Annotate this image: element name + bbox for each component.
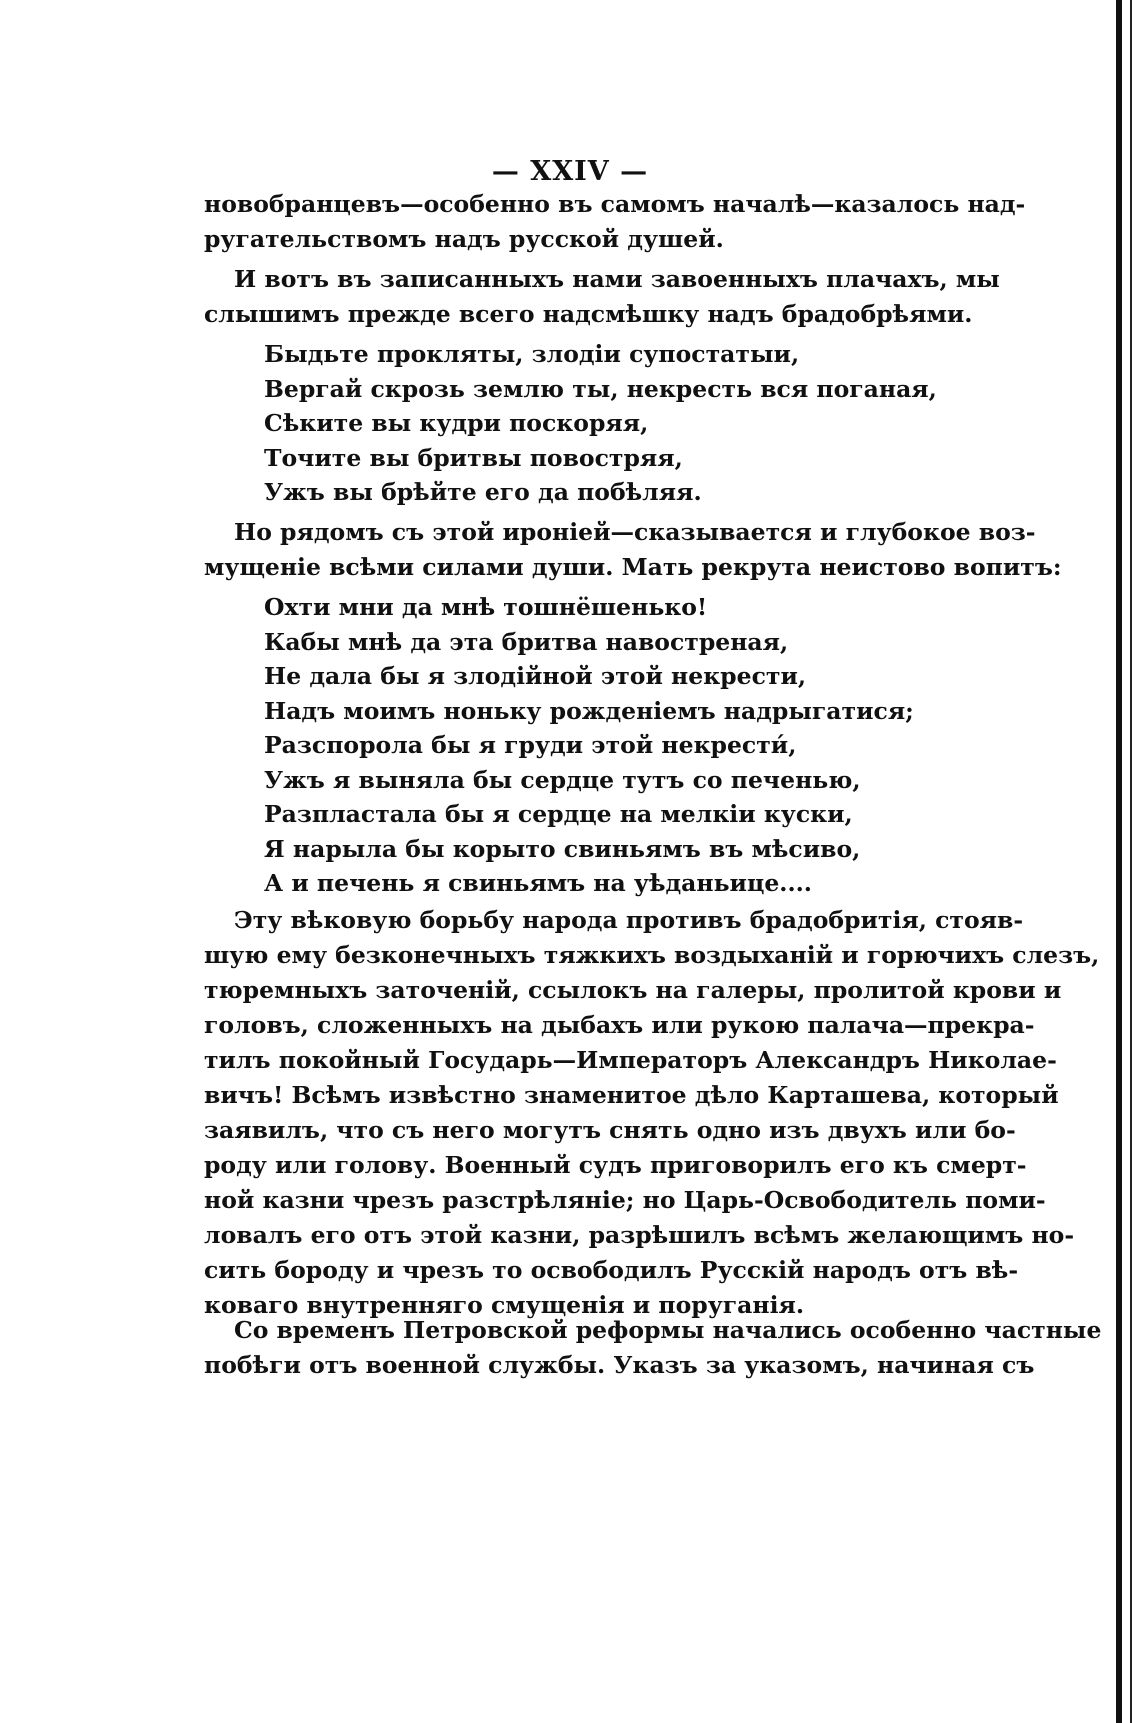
paragraph-1: [204, 187, 1026, 257]
text-line: вичъ! Всѣмъ извѣстно знаменитое дѣло Карташева, который: [204, 1081, 1059, 1109]
text-line: слышимъ прежде всего надсмѣшку надъ брадобрѣями.: [204, 300, 973, 328]
verse-line: Сѣките вы кудри поскоряя,: [264, 409, 649, 437]
text-line: мущеніе всѣми силами души. Мать рекрута неистово вопитъ:: [204, 553, 1062, 581]
paragraph-5: [204, 1313, 1102, 1383]
text-line: коваго внутренняго смущенія и поруганія.: [204, 1291, 805, 1319]
verse-line: Быдьте прокляты, злодiи супостатыи,: [264, 340, 800, 368]
text-line: роду или голову. Военный судъ приговорилъ его къ смерт-: [204, 1151, 1027, 1179]
page-number: — XXIV —: [491, 156, 649, 187]
text-line: заявилъ, что съ него могутъ снять одно изъ двухъ или бо-: [204, 1116, 1016, 1144]
paragraph-4: [204, 903, 1100, 1323]
text-line: ругательствомъ надъ русской душей.: [204, 225, 724, 253]
verse-line: Ужъ я выняла бы сердце тутъ со печенью,: [264, 765, 861, 794]
paragraph-3: [204, 515, 1062, 585]
text-line: тюремныхъ заточеній, ссылокъ на галеры, пролитой крови и: [204, 976, 1062, 1004]
verse-line: Надъ моимъ ноньку рожденiемъ надрыгатися;: [264, 696, 914, 725]
verse-1: [204, 337, 996, 510]
text-line: сить бороду и чрезъ то освободилъ Русскій народъ отъ вѣ-: [204, 1256, 1019, 1284]
verse-line: Охти мни да мнѣ тошнёшенько!: [264, 593, 708, 621]
paragraph-2: [204, 262, 1000, 332]
text-line: головъ, сложенныхъ на дыбахъ или рукою палача—прекра-: [204, 1011, 1035, 1039]
text-line: ловалъ его отъ этой казни, разрѣшилъ всѣмъ желающимъ но-: [204, 1221, 1075, 1249]
scan-edge-thin-mark: [1130, 0, 1132, 1723]
verse-line: Ужъ вы брѣйте его да побѣляя.: [264, 478, 702, 506]
text-line: И вотъ въ записанныхъ нами завоенныхъ плачахъ, мы: [234, 265, 1000, 293]
text-line: Со временъ Петровской реформы начались особенно частные: [234, 1316, 1102, 1344]
text-line: шую ему безконечныхъ тяжкихъ воздыханій и горючихъ слезъ,: [204, 941, 1100, 969]
text-line: ной казни чрезъ разстрѣляніе; но Царь-Освободитель поми-: [204, 1186, 1046, 1214]
verse-line: Точите вы бритвы повостряя,: [264, 443, 683, 472]
verse-line: Разпластала бы я сердце на мелкiи куски,: [264, 800, 853, 828]
text-line: побѣги отъ военной службы. Указъ за указомъ, начиная съ: [204, 1351, 1035, 1379]
verse-line: Разспорола бы я груди этой некрести́,: [264, 731, 797, 759]
verse-line: А и печень я свиньямъ на уѣданьице....: [264, 869, 812, 897]
text-line: новобранцевъ—особенно въ самомъ началѣ—казалось над-: [204, 190, 1026, 218]
text-line: тилъ покойный Государь—Императоръ Александръ Николае-: [204, 1046, 1057, 1074]
verse-line: Не дала бы я злодiйной этой некрести,: [264, 662, 807, 690]
verse-line: Вергай скрозь землю ты, некресть вся поганая,: [264, 374, 937, 403]
verse-2: [204, 590, 996, 901]
verse-line: Кабы мнѣ да эта бритва навостреная,: [264, 627, 789, 656]
text-line: Но рядомъ съ этой ироніей—сказывается и глубокое воз-: [234, 518, 1036, 546]
verse-line: Я нарыла бы корыто свиньямъ въ мѣсиво,: [264, 834, 861, 863]
scan-edge-mark: [1116, 0, 1122, 1723]
text-line: Эту вѣковую борьбу народа противъ брадобритія, стояв-: [234, 906, 1024, 934]
